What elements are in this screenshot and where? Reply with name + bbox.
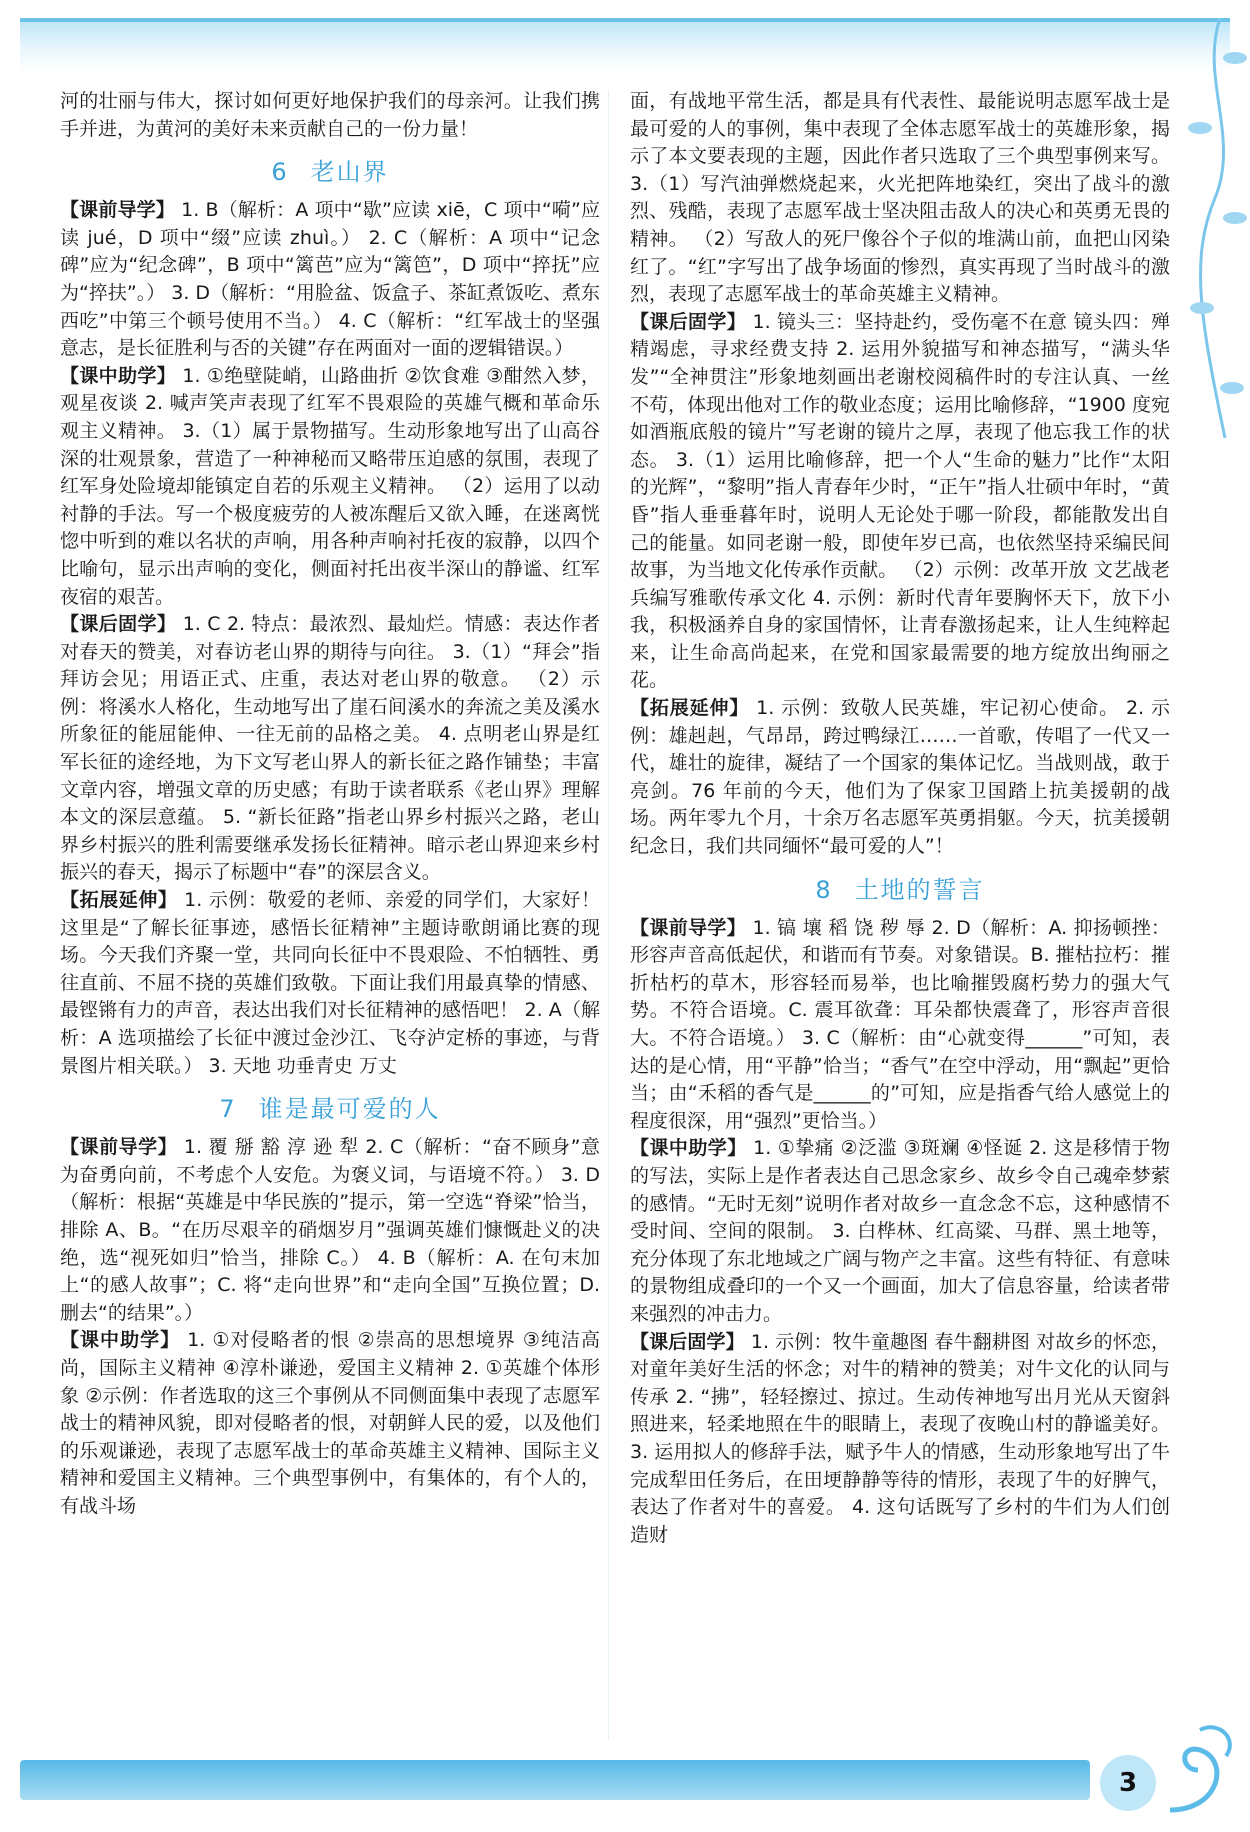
lesson-title: 土地的誓言: [854, 875, 985, 904]
answer-text: 1. 镜头三：坚持赴约，受伤毫不在意 镜头四：殚精竭虑，寻求经费支持 2. 运用外貌描写和神态描写，“满头华发”“全神贯注”形象地刻画出老谢校阅稿件时的专注认真、一丝不苟，体现出他对工作的敬业态度；运用比喻修辞，“1900 度宛如酒瓶底般的镜片”写老谢的镜片之厚，表现了他忘我工作的状态。 3.（1）运用比喻修辞，把一个人“生命的魅力”比作“太阳的光辉”，“黎明”指人青春年少时，“正午”指人壮硕中年时，“黄昏”指人垂垂暮年时，说明人无论处于哪一阶段，都能散发出自己的能量。如同老谢一般，即使年岁已高，也依然坚持采编民间故事，为当地文化传承作贡献。 （2）示例：改革开放 文艺战老兵编写雅歌传承文化 4. 示例：新时代青年要胸怀天下，放下小我，积极涵养自身的家国情怀，让青春激扬起来，让人生纯粹起来，让生命高尚起来，在党和国家最需要的地方绽放出绚丽之花。: [630, 310, 1170, 692]
section-tag: 【课前导学】: [60, 1136, 178, 1159]
section-tag: 【拓展延伸】: [630, 697, 750, 720]
lesson-heading: [60, 1094, 600, 1124]
left-column: [60, 88, 600, 1521]
swirl-decoration-icon: [1160, 1720, 1240, 1820]
section-tag: 【课后固学】: [630, 1330, 745, 1353]
section-tag: 【课中助学】: [630, 1137, 747, 1160]
answer-paragraph: [630, 915, 1170, 1136]
answer-paragraph: [60, 88, 600, 143]
section-tag: 【课前导学】: [60, 199, 175, 222]
bottom-decorative-band: [20, 1760, 1090, 1800]
lesson-title: 谁是最可爱的人: [258, 1095, 441, 1124]
lesson-heading: [60, 157, 600, 187]
answer-paragraph: [60, 887, 600, 1080]
answer-text: 1. ①挚痛 ②泛滥 ③斑斓 ④怪诞 2. 这是移情于物的写法，实际上是作者表达自己思念家乡、故乡令自己魂牵梦萦的感情。“无时无刻”说明作者对故乡一直念念不忘，这种感情不受时间、空间的限制。 3. 白桦林、红高粱、马群、黑土地等，充分体现了东北地域之广阔与物产之丰富。这些有特征、有意味的景物组成叠印的一个又一个画面，加大了信息容量，给读者带来强烈的冲击力。: [630, 1137, 1170, 1325]
answer-paragraph: [630, 309, 1170, 695]
lesson-number: 6: [271, 158, 289, 187]
lesson-title: 老山界: [310, 158, 389, 187]
answer-text: 1. ①绝壁陡峭，山路曲折 ②饮食难 ③酣然入梦，观星夜谈 2. 喊声笑声表现了红军不畏艰险的英雄气概和革命乐观主义精神。 3.（1）属于景物描写。生动形象地写出了山高谷深的壮观景象，营造了一种神秘而又略带压迫感的氛围，表现了红军身处险境却能镇定自若的乐观主义精神。 （2）运用了以动衬静的手法。写一个极度疲劳的人被冻醒后又欲入睡，在迷离恍惚中听到的难以名状的声响，用各种声响衬托夜的寂静，以四个比喻句，显示出声响的变化，侧面衬托出夜半深山的静谧、红军夜宿的艰苦。: [60, 364, 600, 608]
page-number: 3: [1100, 1755, 1156, 1811]
answer-paragraph: [60, 1327, 600, 1520]
answer-paragraph: [60, 1134, 600, 1327]
section-tag: 【拓展延伸】: [60, 889, 178, 912]
vine-decoration-icon: [1180, 18, 1250, 438]
column-divider: [608, 90, 609, 1740]
lesson-number: 8: [815, 875, 833, 904]
answer-paragraph: [60, 363, 600, 611]
answer-text: 1. C 2. 特点：最浓烈、最灿烂。情感：表达作者对春天的赞美，对春访老山界的期待与向往。 3.（1）“拜会”指拜访会见；用语正式、庄重，表达对老山界的敬意。 （2）示例：将溪水人格化，生动地写出了崖石间溪水的奔流之美及溪水所象征的能屈能伸、一往无前的品格之美。 4. 点明老山界是红军长征的途经地，为下文写老山界人的新长征之路作铺垫；丰富文章内容，增强文章的历史感；有助于读者联系《老山界》理解本文的深层意蕴。 5. “新长征路”指老山界乡村振兴之路，老山界乡村振兴的胜利需要继承发扬长征精神。暗示老山界迎来乡村振兴的春天，揭示了标题中“春”的深层含义。: [60, 613, 600, 884]
lesson-number: 7: [219, 1095, 237, 1124]
answer-text: 1. 示例：敬爱的老师、亲爱的同学们，大家好！这里是“了解长征事迹，感悟长征精神”主题诗歌朗诵比赛的现场。今天我们齐聚一堂，共同向长征中不畏艰险、不怕牺牲、勇往直前、不屈不挠的英雄们致敬。下面让我们用最真挚的情感、最铿锵有力的声音，表达出我们对长征精神的感悟吧！ 2. A（解析：A 选项描绘了长征中渡过金沙江、飞夺泸定桥的事迹，与背景图片相关联。） 3. 天地 功垂青史 万丈: [60, 889, 600, 1077]
section-tag: 【课中助学】: [60, 364, 176, 387]
answer-paragraph: [60, 611, 600, 887]
section-tag: 【课后固学】: [630, 310, 747, 333]
answer-text: 面，有战地平常生活，都是具有代表性、最能说明志愿军战士是最可爱的人的事例，集中表现了全体志愿军战士的英雄形象，揭示了本文要表现的主题，因此作者只选取了三个典型事例来写。 3.（1）写汽油弹燃烧起来，火光把阵地染红，突出了战斗的激烈、残酷，表现了志愿军战士坚决阻击敌人的决心和英勇无畏的精神。 （2）写敌人的死尸像谷个子似的堆满山前，血把山冈染红了。“红”字写出了战争场面的惨烈，真实再现了当时战斗的激烈，表现了志愿军战士的革命英雄主义精神。: [630, 90, 1170, 306]
answer-text: 1. 示例：牧牛童趣图 春牛翻耕图 对故乡的怀恋，对童年美好生活的怀念；对牛的精神的赞美；对牛文化的认同与传承 2. “拂”，轻轻擦过、掠过。生动传神地写出月光从天窗斜照进来，轻柔地照在牛的眼睛上，表现了夜晚山村的静谧美好。 3. 运用拟人的修辞手法，赋予牛人的情感，生动形象地写出了牛完成犁田任务后，在田埂静静等待的情形，表现了牛的好脾气，表达了作者对牛的喜爱。 4. 这句话既写了乡村的牛们为人们创造财: [630, 1330, 1170, 1546]
section-tag: 【课中助学】: [60, 1329, 181, 1352]
answer-text: 1. B（解析：A 项中“歇”应读 xiē，C 项中“嗬”应读 jué，D 项中“缀”应读 zhuì。） 2. C（解析：A 项中“记念碑”应为“纪念碑”，B 项中“篱芭”应为“篱笆”，D 项中“捽抚”应为“捽扶”。） 3. D（解析：“用脸盆、饭盒子、茶缸煮饭吃、煮东西吃”中第三个顿号使用不当。） 4. C（解析：“红军战士的坚强意志，是长征胜利与否的关键”存在两面对一面的逻辑错误。）: [60, 199, 600, 360]
answer-text: 1. 示例：致敬人民英雄，牢记初心使命。 2. 示例：雄赳赳，气昂昂，跨过鸭绿江……一首歌，传唱了一代又一代，雄壮的旋律，凝结了一个国家的集体记忆。当战则战，敢于亮剑。76 年前的今天，他们为了保家卫国踏上抗美援朝的战场。两年零九个月，十余万名志愿军英勇捐躯。今天，抗美援朝纪念日，我们共同缅怀“最可爱的人”！: [630, 697, 1170, 858]
section-tag: 【课后固学】: [60, 613, 177, 636]
answer-paragraph: [60, 197, 600, 363]
answer-text: 1. 镐 壤 稻 饶 秽 辱 2. D（解析：A. 抑扬顿挫：形容声音高低起伏，和谐而有节奏。对象错误。B. 摧枯拉朽：摧折枯朽的草木，形容轻而易举，也比喻摧毁腐朽势力的强大气势。不符合语境。C. 震耳欲聋：耳朵都快震聋了，形容声音很大。不符合语境。） 3. C（解析：由“心就变得______”可知，表达的是心情，用“平静”恰当；“香气”在空中浮动，用“飘起”更恰当；由“禾稻的香气是______的”可知，应是指香气给人感觉上的程度很深，用“强烈”更恰当。）: [630, 916, 1170, 1132]
answer-text: 河的壮丽与伟大，探讨如何更好地保护我们的母亲河。让我们携手并进，为黄河的美好未来贡献自己的一份力量！: [60, 90, 600, 140]
answer-paragraph: [630, 88, 1170, 309]
top-decorative-band: [20, 18, 1230, 72]
answer-paragraph: [630, 695, 1170, 861]
answer-paragraph: [630, 1135, 1170, 1328]
right-column: [630, 88, 1170, 1549]
section-tag: 【课前导学】: [630, 916, 747, 939]
answer-paragraph: [630, 1329, 1170, 1550]
lesson-heading: [630, 875, 1170, 905]
answer-text: 1. 覆 掰 豁 淳 逊 犁 2. C（解析：“奋不顾身”意为奋勇向前，不考虑个人安危。为褒义词，与语境不符。） 3. D（解析：根据“英雄是中华民族的”提示，第一空选“脊梁”恰当，排除 A、B。“在历尽艰辛的硝烟岁月”强调英雄们慷慨赴义的决绝，选“视死如归”恰当，排除 C。） 4. B（解析：A. 在句末加上“的感人故事”；C. 将“走向世界”和“走向全国”互换位置；D. 删去“的结果”。）: [60, 1136, 600, 1324]
answer-text: 1. ①对侵略者的恨 ②崇高的思想境界 ③纯洁高尚，国际主义精神 ④淳朴谦逊，爱国主义精神 2. ①英雄个体形象 ②示例：作者选取的这三个事例从不同侧面集中表现了志愿军战士的精神风貌，即对侵略者的恨，对朝鲜人民的爱，以及他们的乐观谦逊，表现了志愿军战士的革命英雄主义精神、国际主义精神和爱国主义精神。三个典型事例中，有集体的，有个人的，有战斗场: [60, 1329, 600, 1517]
